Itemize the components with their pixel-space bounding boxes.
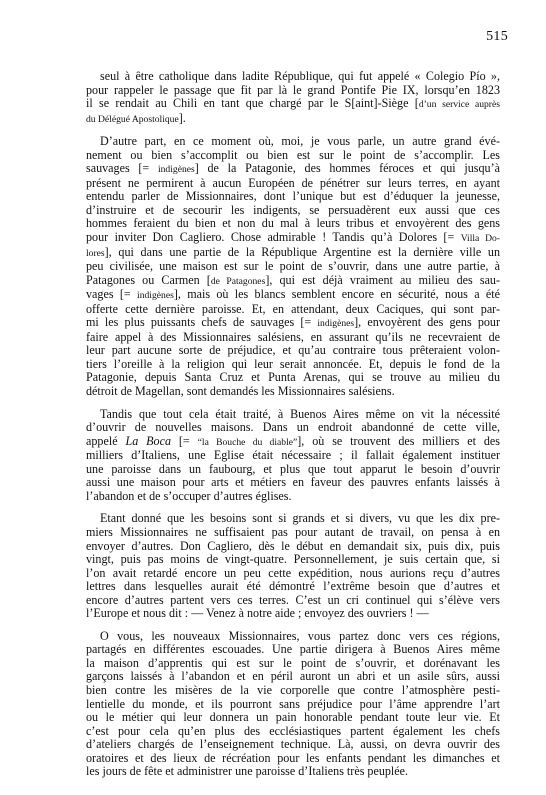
text-segment: ] de la Patagonie, des hommes féroces et qui jusqu’à	[194, 161, 500, 176]
text-segment: garçons laissés à l’abandon et en péril auront un abri et un asile sûrs, aussi	[86, 669, 500, 684]
text-line	[86, 725, 500, 739]
text-segment: faire appel à des Missionnaires salésiens, en assurant qu’ils ne recevraient de	[86, 329, 500, 344]
text-segment: l’Europe et nous dit : — Venez à notre aide ; envoyez des ouvriers ! —	[86, 606, 429, 621]
text-segment: vages [=	[86, 287, 138, 302]
text-segment: Tandis que tout cela était traité, à Buenos Aires même on vit la nécessité	[100, 406, 500, 421]
text-line	[86, 463, 500, 477]
text-segment: hommes feraient du bien et non du mal à leurs tribus et envoyèrent des gens	[86, 216, 500, 231]
text-segment: ], qui est déjà vraiment au milieu des sau-	[265, 272, 501, 287]
text-line	[86, 97, 500, 112]
text-segment: tiers l’oreille à la religion qui leur serait annoncée. Et, depuis le fond de la	[86, 356, 500, 371]
text-segment: partagés en différentes escouades. Une partie dirigera à Buenos Aires même	[86, 642, 500, 657]
text-segment: milliers d’Italiens, une Eglise était nécessaire ; il fallait également instituer	[86, 448, 500, 463]
paragraph	[86, 630, 500, 779]
text-line	[86, 711, 500, 725]
bracketed-note: du Délégué Apostolique	[86, 113, 179, 125]
text-line	[86, 385, 500, 399]
text-segment: encore d’autres partent vers ces terres. C’est un cri continuel qui s’élève vers	[86, 592, 500, 607]
text-segment: d’ouvrir de nouvelles maisons. Dans un endroit abandonné de cette ville,	[86, 420, 500, 435]
text-line	[86, 260, 500, 274]
body-text	[86, 70, 500, 779]
bracketed-note: indigènes	[157, 164, 195, 176]
bracketed-note: d’un service auprès	[418, 99, 500, 111]
text-line	[86, 553, 500, 567]
italic-term: La Boca	[125, 433, 171, 448]
text-segment: d’instruire et de secourir les indigents, se persuadèrent eux aussi que ces	[86, 202, 500, 217]
text-segment: peu civilisée, une maison est sur le point de s’ouvrir, dans une autre partie, à	[86, 259, 500, 274]
text-line	[86, 149, 500, 163]
text-line	[86, 204, 500, 218]
paragraph	[86, 512, 500, 620]
text-segment: aussi une maison pour arts et métiers en faveur des pauvres enfants laissés à	[86, 475, 500, 490]
text-segment: d’ateliers chargés de l’enseignement technique. Là, aussi, on devra ouvrir des	[86, 737, 500, 752]
text-line	[86, 288, 500, 303]
text-segment: vingt, puis pas moins de vingt-quatre. Personnellement, je suis certain que, si	[86, 552, 500, 567]
text-segment: Etant donné que les besoins sont si grands et si divers, vu que les dix pre-	[100, 511, 500, 526]
text-segment: Patagones ou Carmen [	[86, 272, 211, 287]
paragraph	[86, 408, 500, 504]
bracketed-note: “la Bouche du diable”	[197, 436, 298, 448]
bracketed-note: indigènes	[137, 290, 174, 302]
text-segment: seul à être catholique dans ladite République, qui fut appelé « Colegio Pío »,	[100, 69, 500, 83]
text-segment: il se rendait au Chili en tant que chargé par le S[aint]-Siège [	[86, 96, 419, 111]
text-line	[86, 421, 500, 435]
text-segment: pour inviter Don Cagliero. Chose admirable ! Tandis qu’à Dolores [=	[86, 230, 461, 245]
text-segment: ].	[178, 110, 186, 125]
text-segment: miers Missionnaires ne suffisaient pas pour autant de travail, on pensa à en	[86, 524, 500, 539]
bracketed-note: lores	[86, 247, 105, 259]
text-segment: sauvages [=	[86, 161, 158, 176]
text-segment: Patagonie, depuis Santa Cruz et Punta Arenas, qui se trouve au milieu du	[86, 370, 500, 385]
paragraph	[86, 135, 500, 398]
bracketed-note: de Patagones	[210, 275, 266, 287]
text-line	[86, 435, 500, 450]
text-segment: ], où se trouvent des milliers et des	[297, 433, 500, 448]
text-line	[86, 112, 500, 127]
text-line	[86, 449, 500, 463]
text-line	[86, 231, 500, 246]
page-number: 515	[486, 29, 508, 44]
text-line	[86, 190, 500, 204]
text-segment: une paroisse dans un faubourg, et plus que tout apparut le besoin d’ouvrir	[86, 461, 500, 476]
text-segment: pour rappeler le passage que fit par là le grand Pontife Pie IX, lorsqu’en 1823	[86, 82, 500, 97]
text-segment: présent ne permirent à aucun Européen de pénétrer sur leurs terres, en ayant	[86, 175, 500, 190]
text-line	[86, 476, 500, 490]
text-segment: c’est pour cela qu’en plus des ecclésiastiques partent également les chefs	[86, 723, 500, 738]
text-line	[86, 490, 500, 504]
text-line	[86, 84, 500, 98]
text-line	[86, 246, 500, 261]
text-line	[86, 162, 500, 177]
bracketed-note: Villa Do-	[460, 233, 500, 245]
text-segment: appelé	[86, 433, 126, 448]
text-line	[86, 594, 500, 608]
text-segment: ], qui dans une partie de la République Argentine est la dernière ville un	[104, 244, 500, 259]
text-line	[86, 331, 500, 345]
text-segment: l’on avait retardé encore un peu cette expédition, nous aurions reçu d’autres	[86, 565, 500, 580]
text-line	[86, 274, 500, 289]
text-segment: O vous, les nouveaux Missionnaires, vous partez donc vers ces régions,	[100, 628, 500, 643]
text-segment: la maison d’apprentis qui est sur le point de s’ouvrir, et dorénavant les	[86, 655, 500, 670]
text-line	[86, 135, 500, 149]
text-line	[86, 567, 500, 581]
text-line	[86, 526, 500, 540]
text-line	[86, 698, 500, 712]
text-segment: offerte cette dernière paroisse. Et, en attendant, deux Caciques, qui sont par-	[86, 301, 500, 316]
text-line	[86, 765, 500, 779]
text-segment: leur part aucune sorte de préjudice, et qu’au contraire tous prêteraient volon-	[86, 343, 500, 358]
text-segment: lentielle du monde, et ils pourront sans préjudice pour l’âme apprendre l’art	[86, 696, 500, 711]
text-segment: D’autre part, en ce moment où, moi, je vous parle, un autre grand évé-	[100, 134, 500, 149]
text-line	[86, 217, 500, 231]
text-segment: entendu parler de Missionnaires, dont l’unique but est d’éduquer la jeunesse,	[86, 189, 500, 204]
text-line	[86, 177, 500, 191]
text-segment: les jours de fête et administrer une paroisse d’Italiens très peuplée.	[86, 764, 409, 779]
text-line	[86, 408, 500, 422]
text-segment: ], mais où les blancs semblent encore en sécurité, nous a été	[173, 287, 500, 302]
text-segment: nement ou bien s’accomplit ou bien est sur le point de s’accomplir. Les	[86, 147, 500, 162]
paragraph	[86, 70, 500, 126]
text-segment: ou le métier qui leur donnera un pain honorable pendant toute leur vie. Et	[86, 710, 500, 725]
text-segment: ], envoyèrent des gens pour	[354, 315, 500, 330]
text-line	[86, 371, 500, 385]
text-line	[86, 630, 500, 644]
text-line	[86, 670, 500, 684]
text-line	[86, 316, 500, 331]
text-segment: mi les plus puissants chefs de sauvages [=	[86, 315, 318, 330]
text-segment: lettres dans lesquelles aurait été démontré l’extrême besoin que d’autres et	[86, 579, 500, 594]
text-line	[86, 580, 500, 594]
text-line	[86, 657, 500, 671]
text-segment: l’abandon et de s’occuper d’autres églises.	[86, 488, 292, 503]
text-line	[86, 344, 500, 358]
text-line	[86, 752, 500, 766]
text-line	[86, 358, 500, 372]
text-line	[86, 70, 500, 84]
text-segment: bien contre les misères de la vie corporelle que contre l’atmosphère pesti-	[86, 682, 500, 697]
text-line	[86, 540, 500, 554]
text-segment: envoyer d’autres. Don Cagliero, dès le début en demandait six, puis dix, puis	[86, 538, 500, 553]
bracketed-note: indigènes	[317, 318, 355, 330]
text-line	[86, 643, 500, 657]
text-line	[86, 607, 500, 621]
text-segment: [=	[171, 433, 198, 448]
text-line	[86, 684, 500, 698]
text-line	[86, 303, 500, 317]
text-line	[86, 512, 500, 526]
text-line	[86, 738, 500, 752]
text-segment: oratoires et des lieux de récréation pour les enfants pendant les dimanches et	[86, 750, 500, 765]
text-segment: détroit de Magellan, sont demandés les Missionnaires salésiens.	[86, 384, 395, 399]
